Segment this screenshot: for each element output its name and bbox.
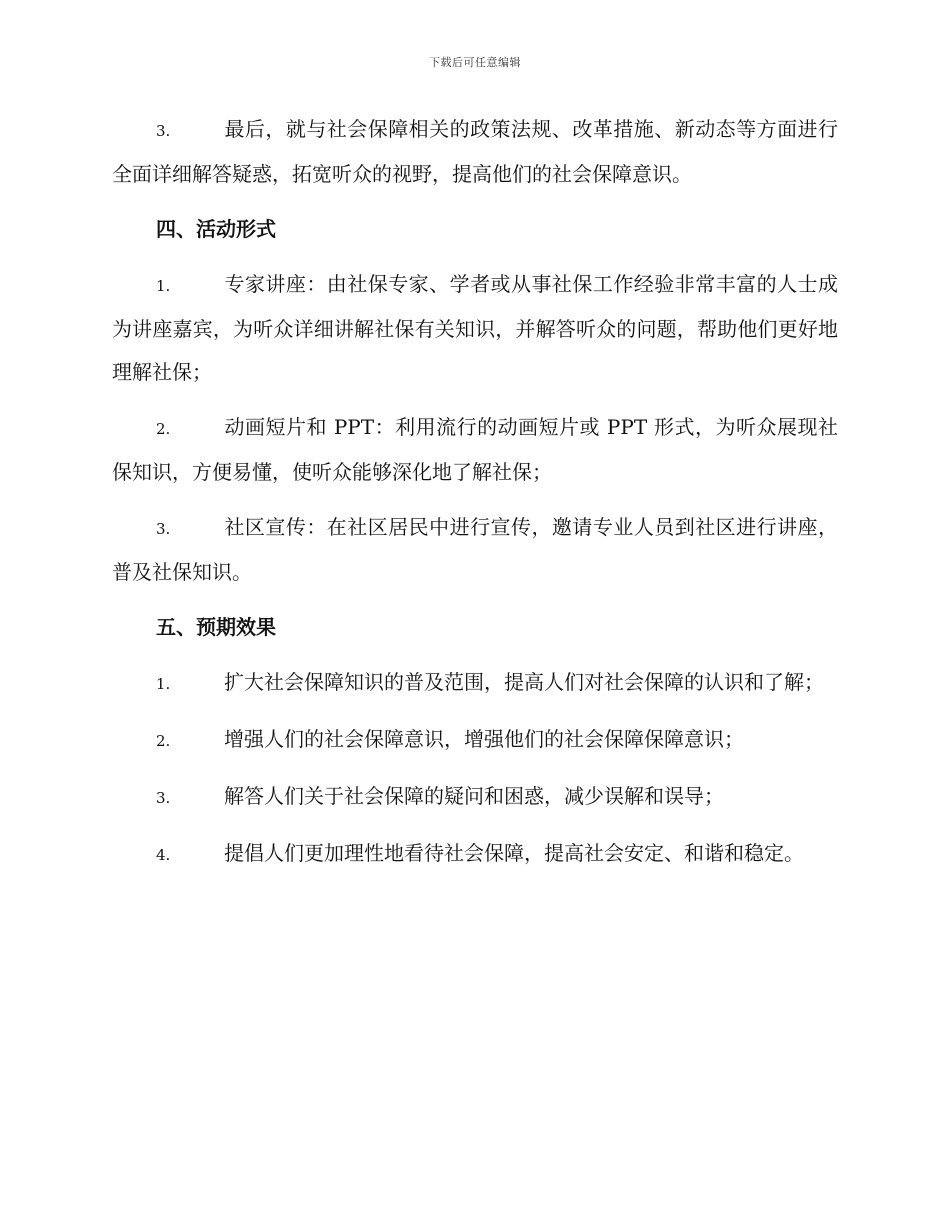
list-item-text: 扩大社会保障知识的普及范围，提高人们对社会保障的认识和了解； (224, 670, 824, 694)
list-item-text: 专家讲座：由社保专家、学者或从事社保工作经验非常丰富的人士成为讲座嘉宾，为听众详细讲解社保有关知识，并解答听众的问题，帮助他们更好地理解社保； (112, 272, 838, 384)
list-item-text: 动画短片和 PPT：利用流行的动画短片或 PPT 形式，为听众展现社保知识，方便易懂，使听众能够深化地了解社保； (112, 415, 838, 484)
list-item-number: 3. (156, 789, 171, 807)
list-item (112, 506, 838, 594)
list-item (112, 718, 838, 763)
list-item-number: 1. (156, 675, 171, 693)
list-item-number: 1. (156, 277, 171, 295)
list-item-number: 3. (156, 520, 171, 538)
list-item (112, 832, 838, 877)
list-item-number: 3. (156, 122, 171, 140)
list-item (112, 263, 838, 394)
list-item-text: 社区宣传：在社区居民中进行宣传，邀请专业人员到社区进行讲座，普及社保知识。 (112, 515, 838, 584)
section-heading-activity-format: 四、活动形式 (156, 217, 276, 241)
page-header: 下载后可任意编辑 (429, 56, 521, 69)
list-item (112, 406, 838, 494)
list-item-text: 增强人们的社会保障意识，增强他们的社会保障保障意识； (224, 727, 744, 751)
list-item-text: 提倡人们更加理性地看待社会保障，提高社会安定、和谐和稳定。 (224, 841, 804, 865)
list-item-text: 解答人们关于社会保障的疑问和困惑，减少误解和误导； (224, 784, 724, 808)
list-item (112, 108, 838, 196)
list-item-number: 4. (156, 846, 171, 864)
list-item (112, 661, 838, 706)
document-body (112, 108, 838, 889)
section-heading-expected-effects: 五、预期效果 (156, 615, 276, 639)
list-item-number: 2. (156, 732, 171, 750)
list-item-number: 2. (156, 420, 171, 438)
list-item-text: 最后，就与社会保障相关的政策法规、改革措施、新动态等方面进行全面详细解答疑惑，拓宽听众的视野，提高他们的社会保障意识。 (112, 117, 838, 186)
list-item (112, 775, 838, 820)
